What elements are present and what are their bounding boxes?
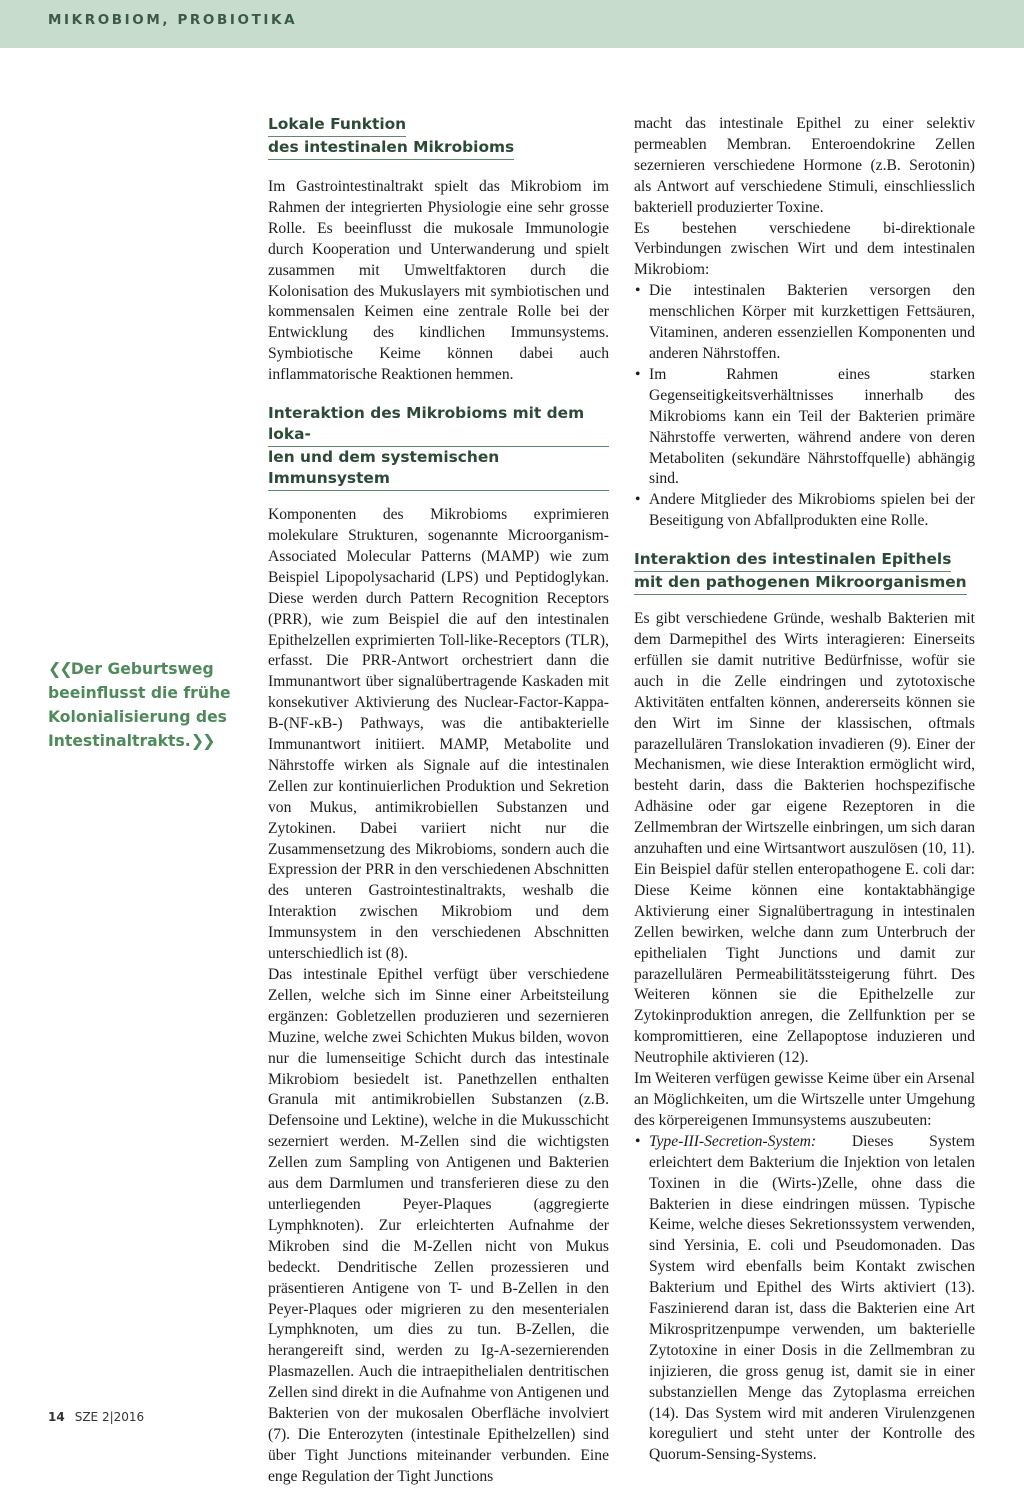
page-number: 14 [48,1410,65,1424]
header-band [0,0,1024,48]
paragraph: Es gibt verschiedene Gründe, weshalb Bakterien mit dem Darmepithel des Wirts interagieren: Einerseits erfüllen sie damit nutritive Bedürfnisse, wofür sie auch in die Zelle eindringen und zytotoxische Aktivitäten entfalten können, andererseits können sie den Wirt im Sinne der klassischen, oftmals parazellulären Translokation invadieren (9). Einer der Mechanismen, wie diese Interaktion ermöglicht wird, besteht darin, dass die Bakterien hochspezifische Adhäsine oder gar eigene Rezeptoren in die Zellmembran der Wirtszelle einbringen, um sich daran anzuhaften und eine Wirtsantwort auszulösen (10, 11). Ein Beispiel dafür stellen enteropathogene E. coli dar: Diese Keime können eine kontaktabhängige Aktivierung einer Signalübertragung in intestinalen Zellen bewirken, welche dann zum Unterbruch der epithelialen Tight Junctions und damit zur parazellulären Permeabilitätssteigerung führt. Des Weiteren können sie die Epithelzelle zur Zytokinproduktion anregen, die Zellfunktion per se kompromittieren, eine Zellapoptose induzieren und Neutrophile aktivieren (12). [634,610,975,1067]
paragraph: macht das intestinale Epithel zu einer selektiv permeablen Membran. Enteroendokrine Zellen sezernieren verschiedene Hormone (z.B. Serotonin) als Antwort auf verschiedene Stimuli, einschliesslich bakteriell produzierter Toxine. [634,115,975,216]
term: Type-III-Secretion-System: [649,1132,817,1150]
right-column [634,114,975,1466]
bullet-list [634,281,975,532]
heading-lokale-funktion: Lokale Funktion des intestinalen Mikrobioms [268,114,609,160]
bullet-icon: • [635,282,641,300]
paragraph: Im Gastrointestinaltrakt spielt das Mikrobiom im Rahmen der integrierten Physiologie eine sehr grosse Rolle. Es beeinflusst die mukosale Immunologie durch Kooperation und Unterwanderung und spielt zusammen mit Umweltfaktoren durch die Kolonisation des Mukuslayers mit symbiotischen und kommensalen Keimen eine zentrale Rolle bei der Entwicklung des kindlichen Immunsystems. Symbiotische Keime können dabei auch inflammatorische Reaktionen hemmen. [268,178,609,384]
section-label: MIKROBIOM, PROBIOTIKA [48,12,298,28]
heading-interaktion-immunsystem: Interaktion des Mikrobioms mit dem loka- len und dem systemischen Immunsystem [268,403,609,491]
journal-issue: SZE 2|2016 [74,1410,145,1424]
bullet-list [634,1132,975,1467]
bullet-icon: • [635,491,641,509]
list-item: • Andere Mitglieder des Mikrobioms spielen bei der Beseitigung von Abfallprodukten eine Rolle. [635,491,975,530]
list-item: • Die intestinalen Bakterien versorgen den menschlichen Körper mit kurzkettigen Fettsäuren, Vitaminen, anderen essenziellen Komponenten und anderen Nährstoffen. [635,282,975,362]
left-column [268,114,609,1488]
list-item: • Type-III-Secretion-System: Dieses System erleichtert dem Bakterium die Injektion von letalen Toxinen in die (Wirts-)Zelle, ohne dass die Bakterien in diese eindringen müssen. Typische Keime, welche dieses Sekretionssystem verwenden, sind Yersinia, E. coli und Pseudomonaden. Das System wird ebenfalls beim Kontakt zwischen Bakterium und Epithel des Wirts aktiviert (13). Faszinierend daran ist, dass die Bakterien eine Art Mikrospritzenpumpe verwenden, um bakterielle Zytotoxine in einer Dosis in die Zellmembran zu injizieren, die gross genug ist, damit sie in einer substanziellen Menge das Zytoplasma erreichen (14). Das System wird mit anderen Virulenzgenen koreguliert und steht unter der Kontrolle des Quorum-Sensing-Systems. [635,1132,975,1464]
paragraph: Das intestinale Epithel verfügt über verschiedene Zellen, welche sich im Sinne einer Arbeitsteilung ergänzen: Gobletzellen produzieren und sezernieren Muzine, welche zwei Schichten Mukus bilden, wovon nur die lumenseitige Schicht durch das intestinale Mikrobiom besiedelt ist. Panethzellen enthalten Granula mit antimikrobiellen Substanzen (z.B. Defensoine und Lektine), welche in die Mukusschicht sezerniert werden. M-Zellen sind die wichtigsten Zellen zum Sampling von Antigenen und Bakterien aus dem Darmlumen und transferieren diese zu den unterliegenden Peyer-Plaques (aggregierte Lymphknoten). Zur erleichterten Aufnahme der Mikroben sind die M-Zellen nicht von Mukus bedeckt. Dendritische Zellen prozessieren und präsentieren Antigene von T- und B-Zellen in den Peyer-Plaques oder migrieren zu den mesenterialen Lymphknoten, um dies zu tun. B-Zellen, die herangereift sind, werden zu Ig-A-sezernierenden Plasmazellen. Auch die intraepithelialen dentritischen Zellen sind direkt in die Aufnahme von Antigenen und Bakterien von der mukosalen Oberfläche involviert (7). Die Enterozyten (intestinale Epithelzellen) sind über Tight Junctions miteinander verbunden. Eine enge Regulation der Tight Junctions [268,966,609,1485]
heading-interaktion-epithel: Interaktion des intestinalen Epithels mit den pathogenen Mikroorganismen [634,549,975,595]
pull-quote [48,657,248,753]
paragraph: Komponenten des Mikrobioms exprimieren molekulare Strukturen, sogenannte Microorganism-Associated Molecular Patterns (MAMP) wie zum Beispiel Lipopolysacharid (LPS) und Peptidoglykan. Diese werden durch Pattern Recognition Receptors (PRR), wie zum Beispiel die auf den intestinalen Epithelzellen exprimierten Toll-like-Receptors (TLR), erfasst. Die PRR-Antwort orchestriert dann die Immunantwort über signalübertragende Kaskaden mit konsekutiver Aktivierung des Nuclear-Factor-Kappa-B-(NF-κB-) Pathways, was die antibakterielle Immunantwort initiiert. MAMP, Metabolite und Nährstoffe wirken als Signale auf die intestinalen Zellen zur kontinuierlichen Produktion und Sekretion von Mukus, antimikrobiellen Substanzen und Zytokinen. Dabei variiert nicht nur die Zusammensetzung des Mikrobioms, sondern auch die Expression der PRR in den verschiedenen Abschnitten des unteren Gastrointestinaltrakts, weshalb die Interaktion zwischen Mikrobiom und dem Immunsystem in den verschiedenen Abschnitten unterschiedlich ist (8). [268,506,609,963]
paragraph: Es bestehen verschiedene bi-direktionale Verbindungen zwischen Wirt und dem intestinalen Mikrobiom: [634,219,975,279]
list-item: • Im Rahmen eines starken Gegenseitigkeitsverhältnisses innerhalb des Mikrobioms kann ein Teil der Bakterien primäre Nährstoffe verwerten, während andere von deren Metaboliten (sekundäre Nährstoffquelle) abhängig sind. [635,365,975,488]
paragraph: Im Weiteren verfügen gewisse Keime über ein Arsenal an Möglichkeiten, um die Wirtszelle unter Umgehung des körpereigenen Immunsystems auszubeuten: [634,1070,975,1129]
quote-text: Der Geburtsweg beeinflusst die frühe Kolonialisierung des Intestinaltrakts. [48,660,231,750]
bullet-icon: • [635,1132,641,1150]
quote-open-mark: ❮❮ [48,659,71,678]
page-footer [48,1410,144,1424]
quote-close-mark: ❯❯ [190,731,214,750]
bullet-icon: • [635,365,641,383]
